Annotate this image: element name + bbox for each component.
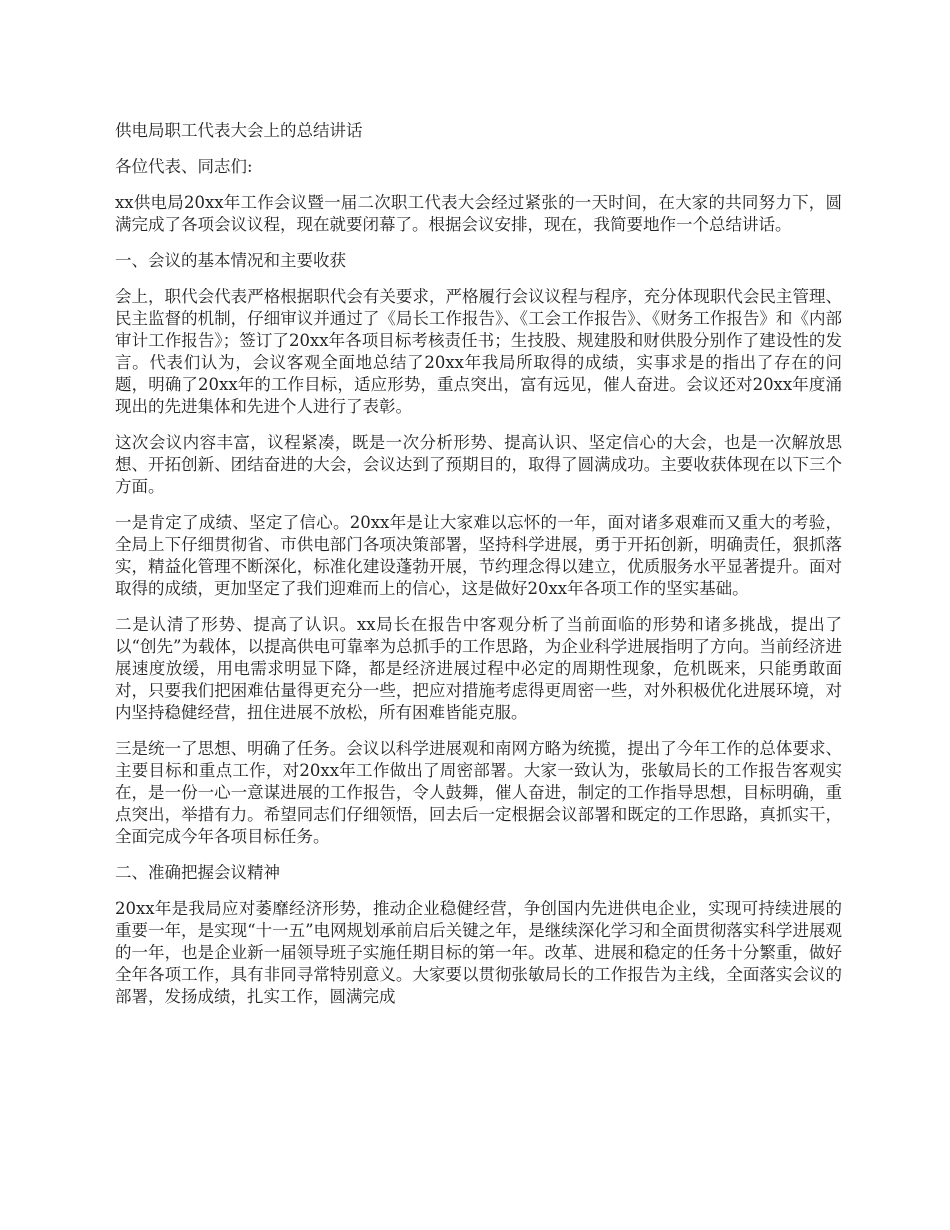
greeting: 各位代表、同志们: [115, 157, 253, 176]
paragraph-intro: xx供电局20xx年工作会议暨一届二次职工代表大会经过紧张的一天时间，在大家的共同努力下，圆满完成了各项会议议程，现在就要闭幕了。根据会议安排，现在，我简要地作一个总结讲话。 [115, 193, 842, 234]
paragraph-meeting-summary: 会上，职代会代表严格根据职代会有关要求，严格履行会议议程与程序，充分体现职代会民主管理、民主监督的机制，仔细审议并通过了《局长工作报告》、《工会工作报告》、《财务工作报告》和《内部审计工作报告》；签订了20xx年各项目标考核责任书；生技股、规建股和财供股分别作了建设性的发言。代表们认为，会议客观全面地总结了20xx年我局所取得的成绩，实事求是的指出了存在的问题，明确了20xx年的工作目标，适应形势，重点突出，富有远见，催人奋进。会议还对20xx年度涌现出的先进集体和先进个人进行了表彰。 [115, 287, 842, 416]
paragraph-point-two: 二是认清了形势、提高了认识。xx局长在报告中客观分析了当前面临的形势和诸多挑战，提出了以“创先”为载体，以提高供电可靠率为总抓手的工作思路，为企业科学进展指明了方向。当前经济进展速度放缓，用电需求明显下降，都是经济进展过程中必定的周期性现象，危机既来，只能勇敢面对，只要我们把困难估量得更充分一些，把应对措施考虑得更周密一些，对外积极优化进展环境，对内坚持稳健经营，扭住进展不放松，所有困难皆能克服。 [115, 615, 842, 722]
section-heading-1: 一、会议的基本情况和主要收获 [115, 251, 346, 270]
section-heading-2: 二、准确把握会议精神 [115, 863, 280, 882]
paragraph-point-one: 一是肯定了成绩、坚定了信心。20xx年是让大家难以忘怀的一年，面对诸多艰难而又重大的考验，全局上下仔细贯彻省、市供电部门各项决策部署，坚持科学进展，勇于开拓创新，明确责任，狠抓落实，精益化管理不断深化，标准化建设蓬勃开展，节约理念得以建立，优质服务水平显著提升。面对取得的成绩，更加坚定了我们迎难而上的信心，这是做好20xx年各项工作的坚实基础。 [115, 513, 842, 598]
paragraph-meeting-content: 这次会议内容丰富，议程紧凑，既是一次分析形势、提高认识、坚定信心的大会，也是一次解放思想、开拓创新、团结奋进的大会，会议达到了预期目的，取得了圆满成功。主要收获体现在以下三个方面。 [115, 433, 842, 496]
document-title: 供电局职工代表大会上的总结讲话 [115, 121, 363, 140]
paragraph-point-three: 三是统一了思想、明确了任务。会议以科学进展观和南网方略为统揽，提出了今年工作的总体要求、主要目标和重点工作，对20xx年工作做出了周密部署。大家一致认为，张敏局长的工作报告客观实在，是一份一心一意谋进展的工作报告，令人鼓舞，催人奋进，制定的工作指导思想，目标明确，重点突出，举措有力。希望同志们仔细领悟，回去后一定根据会议部署和既定的工作思路，真抓实干，全面完成今年各项目标任务。 [115, 739, 842, 846]
paragraph-meeting-spirit: 20xx年是我局应对萎靡经济形势，推动企业稳健经营，争创国内先进供电企业，实现可持续进展的重要一年，是实现“十一五”电网规划承前启后关键之年，是继续深化学习和全面贯彻落实科学进展观的一年，也是企业新一届领导班子实施任期目标的第一年。改革、进展和稳定的任务十分繁重，做好全年各项工作，具有非同寻常特别意义。大家要以贯彻张敏局长的工作报告为主线，全面落实会议的部署，发扬成绩，扎实工作，圆满完成 [115, 899, 842, 1006]
document-page [115, 120, 842, 1022]
